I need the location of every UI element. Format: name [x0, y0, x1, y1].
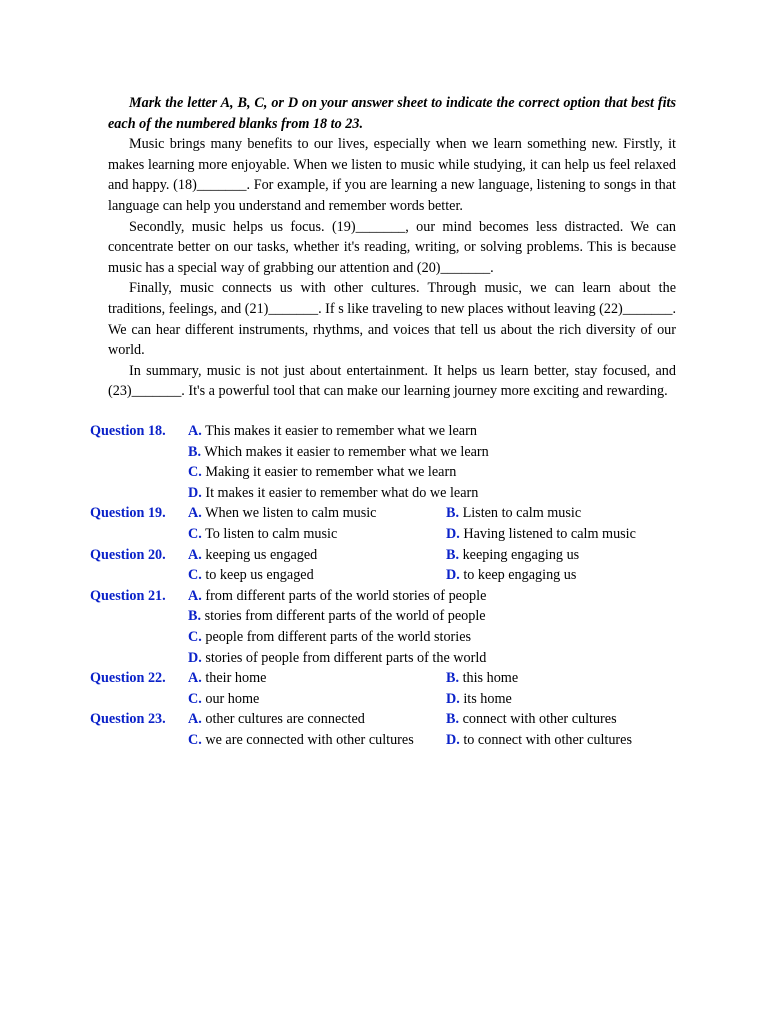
question-row — [90, 689, 690, 710]
option — [188, 483, 478, 504]
option — [446, 524, 636, 545]
option-letter: C. — [188, 525, 202, 542]
option-text: to connect with other cultures — [463, 731, 632, 748]
question-label: Question 23. — [90, 711, 166, 728]
option-text: To listen to calm music — [205, 525, 338, 542]
question-row — [90, 709, 690, 730]
reading-passage — [108, 93, 676, 402]
option-text: this home — [462, 670, 519, 687]
option-letter: D. — [446, 731, 460, 748]
instruction: Mark the letter A, B, C, or D on your answer sheet to indicate the correct option that best fits each of the numbered blanks from 18 to 23. — [108, 95, 676, 132]
option — [446, 503, 581, 524]
option — [188, 730, 414, 751]
option-text: Having listened to calm music — [463, 525, 636, 542]
question-row — [90, 648, 690, 669]
option-letter: C. — [188, 731, 202, 748]
option-letter: D. — [446, 690, 460, 707]
option-letter: B. — [188, 608, 202, 625]
question-row — [90, 586, 690, 607]
option-text: Which makes it easier to remember what we learn — [204, 443, 489, 460]
option-letter: A. — [188, 423, 202, 439]
option-text: from different parts of the world stories of people — [205, 587, 487, 604]
option-letter: C. — [188, 628, 202, 645]
option — [188, 442, 489, 463]
question-row — [90, 483, 690, 504]
option-text: stories from different parts of the world of people — [204, 608, 486, 625]
option — [188, 462, 456, 483]
option-letter: A. — [188, 711, 202, 728]
option-text: to keep engaging us — [463, 567, 577, 584]
option-letter: C. — [188, 567, 202, 584]
option-text: connect with other cultures — [462, 711, 617, 728]
option — [188, 627, 471, 648]
question-row — [90, 730, 690, 751]
option — [446, 709, 617, 730]
option-letter: A. — [188, 505, 202, 522]
question-label: Question 18. — [90, 423, 166, 439]
option-text: other cultures are connected — [205, 711, 365, 728]
option — [188, 586, 486, 607]
question-row — [90, 421, 690, 442]
question-label: Question 20. — [90, 546, 166, 563]
option-letter: C. — [188, 464, 202, 481]
option — [446, 565, 576, 586]
option-text: It makes it easier to remember what do we learn — [205, 484, 479, 501]
paragraph: Music brings many benefits to our lives, especially when we learn something new. Firstly, it makes learning more enjoyable. When we listen to music while studying, it can help us feel relaxed and happy. (18)_______. For example, if you are learning a new language, listening to songs in that language can help you understand and remember words better. — [108, 136, 676, 214]
option-letter: D. — [188, 484, 202, 501]
question-label: Question 22. — [90, 670, 166, 687]
option — [188, 648, 486, 669]
option — [188, 503, 376, 524]
option — [188, 565, 314, 586]
question-row — [90, 565, 690, 586]
option — [446, 545, 579, 566]
question-label: Question 19. — [90, 505, 166, 522]
paragraph: Finally, music connects us with other cultures. Through music, we can learn about the traditions, feelings, and (21)_______. If s like traveling to new places without leaving (22)_______. We can hear different instruments, rhythms, and voices that tell us about the rich diversity of our world. — [108, 280, 676, 359]
option-text: stories of people from different parts of the world — [205, 649, 487, 666]
option — [446, 730, 632, 751]
option-text: keeping us engaged — [205, 546, 318, 563]
question-row — [90, 503, 690, 524]
option-letter: B. — [188, 443, 202, 460]
option — [188, 545, 317, 566]
option-text: Listen to calm music — [462, 505, 582, 522]
option-text: Making it easier to remember what we learn — [205, 464, 457, 481]
option — [188, 668, 266, 689]
option-letter: B. — [446, 546, 460, 563]
option-letter: A. — [188, 670, 202, 687]
question-label: Question 21. — [90, 587, 166, 604]
option-letter: A. — [188, 546, 202, 563]
option — [446, 668, 518, 689]
option-letter: D. — [446, 567, 460, 584]
question-row — [90, 627, 690, 648]
option — [446, 689, 512, 710]
option — [188, 524, 337, 545]
option-text: keeping engaging us — [462, 546, 580, 563]
option-text: people from different parts of the world stories — [205, 628, 472, 645]
option-letter: B. — [446, 670, 460, 687]
option-letter: D. — [188, 649, 202, 666]
question-row — [90, 545, 690, 566]
option-text: our home — [205, 690, 260, 707]
option-letter: B. — [446, 505, 460, 522]
option-text: to keep us engaged — [205, 567, 314, 584]
question-row — [90, 462, 690, 483]
option-letter: A. — [188, 587, 202, 604]
option-text: its home — [463, 690, 512, 707]
option — [188, 709, 365, 730]
option — [188, 421, 477, 442]
option — [188, 689, 259, 710]
option-text: we are connected with other cultures — [205, 731, 414, 748]
paragraph: Secondly, music helps us focus. (19)_______, our mind becomes less distracted. We can concentrate better on our tasks, whether it's reading, writing, or solving problems. This is because music has a special way of grabbing our attention and (20)_______. — [108, 218, 676, 276]
option-text: This makes it easier to remember what we learn — [205, 423, 477, 439]
option-text: When we listen to calm music — [205, 505, 377, 522]
paragraph: In summary, music is not just about entertainment. It helps us learn better, stay focused, and (23)_______. It's a powerful tool that can make our learning journey more exciting and rewarding. — [108, 362, 676, 400]
option-letter: B. — [446, 711, 460, 728]
option — [188, 606, 486, 627]
question-row — [90, 442, 690, 463]
option-letter: C. — [188, 690, 202, 707]
question-row — [90, 606, 690, 627]
question-list — [90, 421, 690, 751]
option-letter: D. — [446, 525, 460, 542]
option-text: their home — [205, 670, 267, 687]
question-row — [90, 668, 690, 689]
question-row — [90, 524, 690, 545]
